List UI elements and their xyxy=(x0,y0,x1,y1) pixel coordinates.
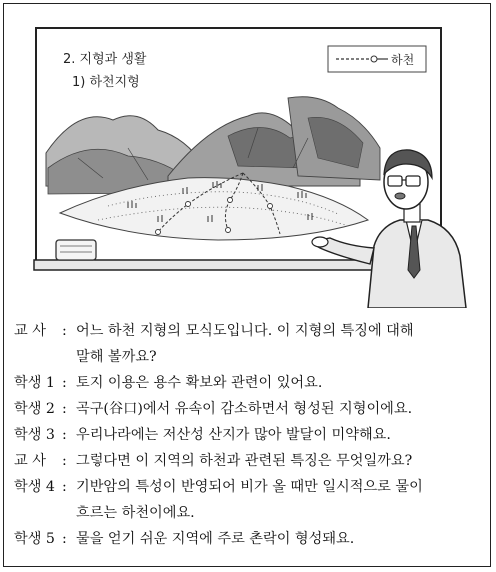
speaker-colon: : xyxy=(62,323,67,339)
dialog-text: 우리나라에는 저산성 산지가 많아 발달이 미약해요. xyxy=(76,427,391,443)
speaker-label: 학생 5 xyxy=(14,531,55,547)
dialog-text: 그렇다면 이 지역의 하천과 관련된 특징은 무엇일까요? xyxy=(76,453,413,469)
speaker-label: 학생 4 xyxy=(14,479,55,495)
speaker-label: 학생 1 xyxy=(14,375,55,391)
dialog-line xyxy=(14,370,484,396)
speaker-label: 학생 3 xyxy=(14,427,55,443)
dialog-text-continued: 흐르는 하천이에요. xyxy=(76,505,195,521)
speaker-colon: : xyxy=(62,375,67,391)
dialog-text: 기반암의 특성이 반영되어 비가 올 때만 일시적으로 물이 xyxy=(76,479,423,495)
eraser xyxy=(56,240,96,260)
dialog-text: 토지 이용은 용수 확보와 관련이 있어요. xyxy=(76,375,323,391)
speaker-colon: : xyxy=(62,479,67,495)
speaker-label: 교 사 xyxy=(14,323,46,339)
dialog-text: 물을 얻기 쉬운 지역에 주로 촌락이 형성돼요. xyxy=(76,531,355,547)
legend-label: 하천 xyxy=(391,53,415,67)
speaker-colon: : xyxy=(62,401,67,417)
board-title-line1: 2. 지형과 생활 xyxy=(63,52,147,67)
speaker-colon: : xyxy=(62,531,67,547)
speaker-colon: : xyxy=(62,453,67,469)
dialog-text: 어느 하천 지형의 모식도입니다. 이 지형의 특징에 대해 xyxy=(76,323,414,339)
dialog-line xyxy=(14,448,484,474)
dialog-line xyxy=(14,422,484,448)
dialog xyxy=(14,318,484,552)
dialog-line xyxy=(14,318,484,344)
legend xyxy=(328,46,426,72)
dialog-text-continued: 말해 볼까요? xyxy=(76,349,157,365)
dialog-line xyxy=(14,396,484,422)
speaker-label: 학생 2 xyxy=(14,401,55,417)
speaker-colon: : xyxy=(62,427,67,443)
speaker-label: 교 사 xyxy=(14,453,46,469)
dialog-line xyxy=(14,474,484,500)
dialog-line xyxy=(14,526,484,552)
dialog-text: 곡구(谷口)에서 유속이 감소하면서 형성된 지형이에요. xyxy=(76,401,413,417)
classroom-illustration xyxy=(8,8,486,308)
board-title-line2: 1) 하천지형 xyxy=(72,75,140,90)
